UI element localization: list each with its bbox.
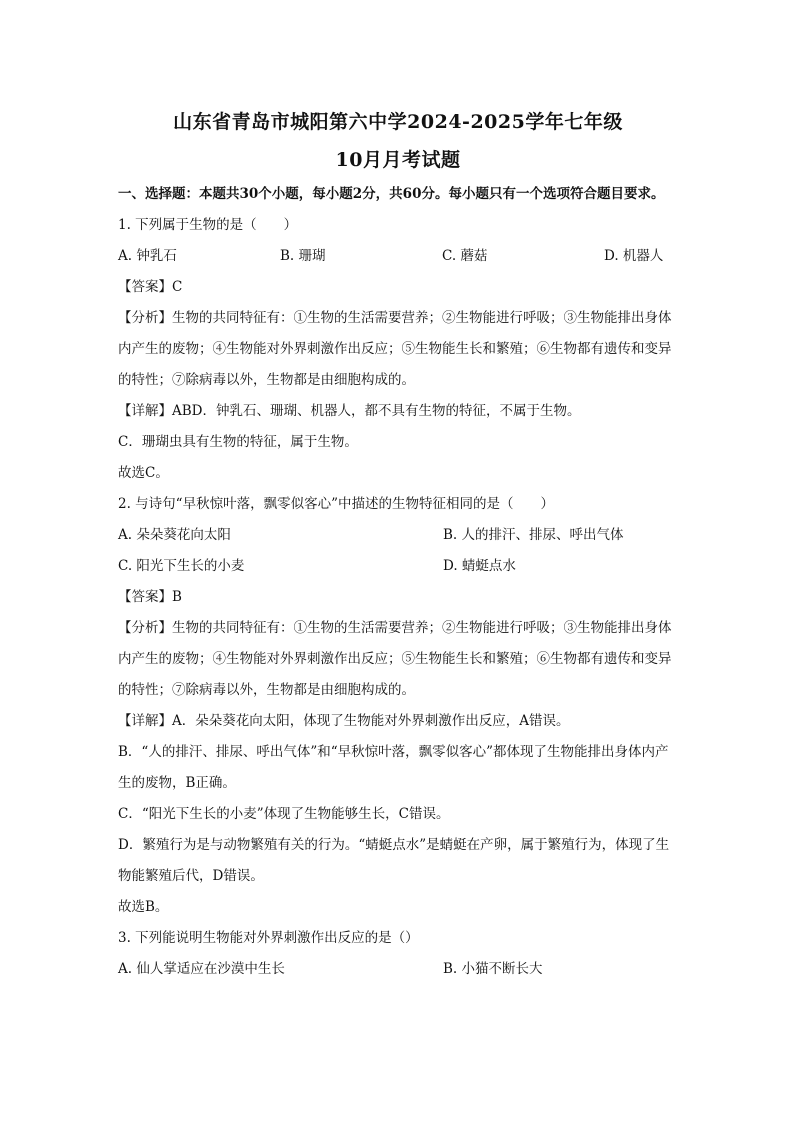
document-title-line1: 山东省青岛市城阳第六中学2024-2025学年七年级 xyxy=(173,111,623,133)
section-heading: 一、选择题：本题共30个小题，每小题2分，共60分。每小题只有一个选项符合题目要求。 xyxy=(118,186,665,202)
q1-analysis: 【分析】生物的共同特征有：①生物的生活需要营养；②生物能进行呼吸；③生物能排出身体内产生的废物；④生物能对外界刺激作出反应；⑤生物能生长和繁殖；⑥生物都有遗传和变异的特性；⑦除病毒以外，生物都是由细胞构成的。 xyxy=(118,310,672,388)
q3-option-b: B. 小猫不断长大 xyxy=(443,961,543,977)
q1-stem: 1. 下列属于生物的是（ ） xyxy=(118,217,298,233)
q1-option-c: C. 蘑菇 xyxy=(442,248,488,264)
q2-option-b: B. 人的排汗、排尿、呼出气体 xyxy=(443,527,624,543)
q1-answer: 【答案】C xyxy=(118,279,183,295)
q1-detail: 【详解】ABD．钟乳石、珊瑚、机器人，都不具有生物的特征，不属于生物。 xyxy=(118,403,581,419)
document-content xyxy=(118,103,678,985)
q1-option-b: B. 珊瑚 xyxy=(280,248,326,264)
q3-options-row1 xyxy=(118,954,678,985)
q3-option-a: A. 仙人掌适应在沙漠中生长 xyxy=(118,961,285,977)
q2-answer: 【答案】B xyxy=(118,589,182,605)
q1-detail-c: C．珊瑚虫具有生物的特征，属于生物。 xyxy=(118,434,358,450)
q2-detail-c: C．“阳光下生长的小麦”体现了生物能够生长，C错误。 xyxy=(118,806,450,822)
q2-options-row2 xyxy=(118,551,678,582)
q2-analysis: 【分析】生物的共同特征有：①生物的生活需要营养；②生物能进行呼吸；③生物能排出身体内产生的废物；④生物能对外界刺激作出反应；⑤生物能生长和繁殖；⑥生物都有遗传和变异的特性；⑦除病毒以外，生物都是由细胞构成的。 xyxy=(118,620,672,698)
q3-stem: 3. 下列能说明生物能对外界刺激作出反应的是（） xyxy=(118,930,419,946)
q2-option-c: C. 阳光下生长的小麦 xyxy=(118,558,245,574)
q2-stem: 2. 与诗句“早秋惊叶落，飘零似客心”中描述的生物特征相同的是（ ） xyxy=(118,496,554,512)
document-title-line2: 10月月考试题 xyxy=(335,149,461,171)
q2-options-row1 xyxy=(118,520,678,551)
q2-detail-a: 【详解】A．朵朵葵花向太阳，体现了生物能对外界刺激作出反应，A错误。 xyxy=(118,713,570,729)
q2-conclusion: 故选B。 xyxy=(118,899,169,915)
q1-options xyxy=(118,241,678,272)
q1-option-d: D. 机器人 xyxy=(604,248,664,264)
q2-detail-d: D．繁殖行为是与动物繁殖有关的行为。“蜻蜓点水”是蜻蜓在产卵，属于繁殖行为，体现了生物能繁殖后代，D错误。 xyxy=(118,837,670,884)
q1-option-a: A. 钟乳石 xyxy=(118,248,177,264)
q2-detail-b: B．“人的排汗、排尿、呼出气体”和“早秋惊叶落，飘零似客心”都体现了生物能排出身体内产生的废物，B正确。 xyxy=(118,744,669,791)
q2-option-d: D. 蜻蜓点水 xyxy=(443,558,516,574)
q1-conclusion: 故选C。 xyxy=(118,465,169,481)
q2-option-a: A. 朵朵葵花向太阳 xyxy=(118,527,231,543)
